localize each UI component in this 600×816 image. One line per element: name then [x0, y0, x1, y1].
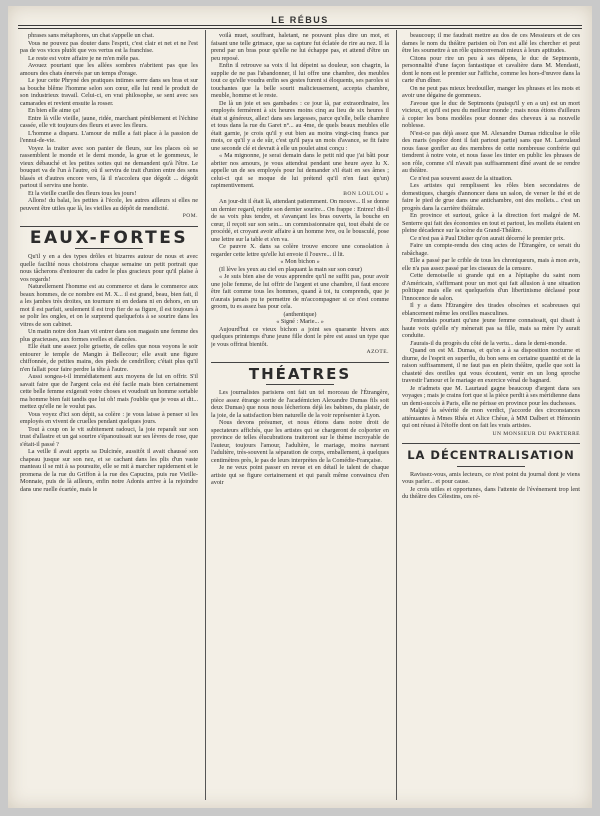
paragraph: « Signé : Marie... »	[276, 318, 324, 325]
paragraph: beaucoup; il me faudrait mettre au dos de ces Messieurs et de ces dames le nom du théâtre parisien où l'on est allé les chercher et peut être les soumettre à un rôle quinconvenait mieux à leurs aptitudes.	[402, 32, 580, 54]
paragraph: Vous voyez d'ici son dépit, sa colère : je vous laisse à penser si les employés en vivent de cruelles pendant quelques jours.	[20, 410, 198, 425]
paragraph: En province et surtout, grâce à la direction fort malgré de M. Senterre qui fait des économies en tout et partout, les mollets étaient en pleine décadence sur la scène du Grand-Théâtre.	[402, 212, 580, 234]
paragraph: Naturellement l'homme est au commerce et dans le commerce aux beaux hommes, de ce nombre est M. X... il est grand, beau, bien fait, il a les jambes très droites, un tournure ni en dedans ni en dehors, en un mot il est parfait, seulement il est trop fier de sa figure, il est toujours à se polir les ongles, et on le surprend quelquefois à se sourire dans les vitres de son cabinet.	[20, 283, 198, 328]
paragraph: Les artistes qui remplissent les rôles bien secondaires de domestiques, chargés d'annoncer dans un salon, de verser le thé et de faire le pied de grue dans une antichambre, ont des mollets... c'est un progrès dans la carrière théâtrale.	[402, 182, 580, 212]
paragraph: Qu'il y en a des types drôles et bizarres autour de nous et avec quelle facilité nous choisirons chaque semaine un petit portrait que nous tâcherons d'entourer du cadre le plus gracieux pour qu'il plaise à vos regards!	[20, 253, 198, 283]
header-rule-thin	[18, 28, 582, 29]
paragraph: Cette demoiselle si grande qui en a l'épitaphe du saint nom d'Américain, s'affirmant pour un mot qui fait allusion à une situation politique mais elle est quelquefois d'un libertinisme déclassé pour l'innocence de salon.	[402, 272, 580, 302]
newspaper-page	[8, 6, 592, 808]
paragraph: phrases sans métaphores, un chat s'appelle un chat.	[28, 32, 155, 39]
article-pom	[20, 32, 198, 221]
paragraph: Enfin il retrouve sa voix il lui dépeint sa douleur, son chagrin, la supplie de ne pas l'abandonner, il lui offre une chambre, des meubles tout ce qu'elle voudra enfin ses gestes furent si éloquents, ses paroles si touchantes que la belle sourit malicieusement, accepta chambre, meuble, homme et le reste.	[211, 62, 389, 99]
article-signature: AZOTE.	[366, 349, 389, 355]
paragraph: An jour-dit il était là, attendant patiemment. On mouve... Il se donne un dernier regard, rejette son dernier sourire... On frappe : Entrez! dit-il de sa voix plus tendre, et s'avançant les bras ouverts, la bouche en cœur, il reçoit sur son sein... un commissionnaire qui, tout ébahi de ce procédé, et croyant avoir affaire à un homme ivre, ou le bousculé, pose une lettre sur la table et s'en va.	[211, 198, 389, 243]
paragraph: Elle était une assez jolie grisette, de celles que nous voyons le soir entourer le temple de Mangin à Bellecour; elle avait une figure chiffonnée, de petites mains, des pieds de cendrillon; c'était plus qu'il n'en fallait pour faire perdre la tête à l'autre.	[20, 343, 198, 373]
article-theatres-continued	[402, 32, 580, 438]
paragraph: « Ma mignonne, je serai demain dans le petit nid que j'ai bâti pour abriter nos amours, je vous attendrai pendant une heure ayez lu X. appelle un de ses employés pour lui demander s'il était en ses âmes ; celui-ci qui se moque de lui prétend qu'il n'en faut qu'un) rapimentivement.	[211, 152, 389, 189]
paragraph: Les journalistes parisiens ont fait un tel morceau de l'Étrangère, pièce assez étrange sortie de l'académicien Alexandre Dumas fils soit deux Dumas) que nous nous lécherions déjà les babines, du plaisir, de la joie, de la satisfaction bien naturelle de la voir représenter à Lyon.	[211, 389, 389, 419]
paragraph: Malgré la sévérité de mon verdict, j'accorde des circonstances atténuantes à Mmes Rhéa et Alice Chéue, à MM Dalbert et Hémonin qui ont réussi à l'étoffe dont on fait les vrais artistes.	[402, 407, 580, 429]
paragraph: Ravissez-vous, amis lecteurs, ce n'est point du journal dont je viens vous parler... et pour cause.	[402, 470, 580, 485]
letter-signature: BON LOULOU »	[343, 190, 389, 197]
paragraph: « Mon bichon »	[280, 258, 320, 265]
paragraph: Je ne veux point passer en revue et en détail le talent de chaque artiste qui se figure certainement et qui paraît même convaincu d'en avoir	[211, 464, 389, 486]
paragraph: (anthentique)	[283, 310, 317, 318]
paragraph: Ce n'est pas souvent assez de la situation.	[410, 174, 513, 182]
paragraph: Aussi songea-t-il immédiatement aux moyens de lui en offrir. S'il savait faire que de l'argent cela est été facile mais bien certainement cette belle femme exigerait votre choses et voudrait un homme sortable ma homme bien fait tandis que lui oh! mais j'oublie que je vous ai dit... mettez qu'elle ne le voulut pas.	[20, 373, 198, 410]
section-rule	[20, 226, 198, 227]
paragraph: Tout à coup on le vit subitement radouci, la joie reparaît sur son trust d'allastre et un gai sourire s'épanouissait sur ses lèvres de rose, que s'était-il passé ?	[20, 425, 198, 448]
paragraph: De là un joie et ses gambades : ce jour là, par extraordinaire, les employés fermèrent à six heures moins cinq au lieu de six heures il était si généreux, allez! dans ses largesses, parce qu'elle, belle chambre et tous dans la rue du Garet n°... au 4me, de quels beaux meubles elle était garnie, je crois qu'il y eut bien au moins vingt-cinq francs par mois, ce qu'il y a de sûr, c'est qu'il paya un mois d'avance, se fit faire une seconde clé et devrait à elle un poulet ainsi conçu :	[211, 99, 389, 152]
paragraph: Je n'admets que M. Laurtaud gagne beaucoup d'argent dans ses voyages ; mais je crains fort que si la pièce perdit à ses méridienne dans un demi-succès à Paris, elle ne périsse en province pour les duchesses.	[402, 384, 580, 407]
paragraph: En bien elle aime ça!	[28, 107, 81, 114]
paragraph: J'avoue que le duc de Septmonts (puisqu'il y en a un) est un mort vicieux, et qu'il est peu du meilleur monde ; mais nous étions d'ailleurs à copier les bons modèles pour donner des cheveux à sa nouvelle noblesse.	[402, 99, 580, 129]
paragraph: Et la vieille cueille des fleurs tous les jours!	[28, 189, 137, 197]
paragraph: Aujourd'hui ce vieux bichon a joint ses quarante hivers aux quelques printemps d'une jeune fille dont le père est aussi un type que je vous offrirai bientôt.	[211, 325, 389, 348]
paragraph: Voyez la traiter avec son panier de fleurs, sur les places où se rassemblent le monde et le demi monde, la grue et le gommeux, le vieux débauché et les petites sottes qui ne demandent qu'à l'être. Le bouquet va de l'un à l'autre, où il servira de trait d'union entre des sens blasés et d'autres encore vers, là il n'accolera que dégoût ... dégoût partout il servira une honte.	[20, 144, 198, 189]
article-decentralisation	[402, 471, 580, 501]
running-head-title: LE RÉBUS	[271, 15, 329, 25]
paragraph: Ce n'est pas à Paul Didier qu'on aurait décerné le premier prix.	[410, 234, 565, 242]
paragraph: Ce pauvre X. dans sa colère trouve encore une consolation à regarder cette lettre qu'elle lui envoie il l'ouvre... il lit.	[211, 243, 389, 258]
paragraph: Le reste est votre affaire je ne m'en mêle pas.	[28, 54, 140, 62]
paragraph: voilà muet, souffrant, haletant, ne pouvant plus dire un mot, et faisant une telle grimace, que sa capture fut éclatée de rire au nez. Il la prend par un bras pour qu'elle ne lui échappe pas, et attend d'être un peu reposé.	[211, 32, 389, 62]
section-heading-eaux-fortes: EAUX-FORTES	[29, 227, 189, 248]
paragraph: Vous ne pouvez pas douter dans l'esprit, c'est clair et net et ne l'est pas de vos vices plutôt que vos vertus est la franchise.	[20, 39, 198, 54]
header-rule	[18, 25, 582, 26]
column-2	[211, 32, 389, 802]
paragraph: N'est-ce pas déjà assez que M. Alexandre Dumas ridiculise le rôle des maris (espèce dont il fait partout partie) sans que M. Laroulaud nous fasse gonfler au des membres de cette nombreuse confrérie qui tiendrent à notre vote, et nous fasse les tinter en public les phrases de son rôle, comme s'il n'avait pas suffisamment dîné avant de se rendre au théâtre.	[402, 129, 580, 174]
paragraph: Il y a dans l'Étrangère des tirades obscènes et scabreuses qui eblancement même les oreilles masculines.	[402, 302, 580, 317]
column-separator	[205, 30, 206, 800]
heading-underline	[75, 248, 143, 249]
paragraph: Citons pour rire un peu à ses dépens, le duc de Septmonts, personnalité d'une façon fantastique et cavalière dans M. Mendasti, dont le nom est le premier sur l'affiche, comme les hors-d'œuvre dans la carte d'un dîner.	[402, 54, 580, 84]
paragraph: Le jour cette Phryné des pratiques intimes serre dans ses bras et sur sa bouche blême l'homme selon son cœur, elle lui rend le produit de son industrieux travail. Celui-ci, en vrai philosophe, se sent avec ses camarades et revient ensuite la rosser.	[20, 77, 198, 107]
article-eaux-fortes	[20, 253, 198, 493]
column-separator	[396, 30, 397, 800]
paragraph: Elle a passé par le crible de tous les chroniqueurs, mais à mon avis, elle n'a pas assez passé par les ciseaux de la censure.	[402, 257, 580, 272]
paragraph: On ne peut pas mieux bredouiller, manger les phrases et les mots et avoir une dégaine de gommeux.	[402, 84, 580, 99]
heading-underline	[266, 384, 334, 385]
section-heading-theatres: THÉATRES	[248, 364, 352, 383]
paragraph: Allons! du balai, les petites à l'école, les autres ailleurs si elles ne peuvent être utiles que là, les vieilles au dépôt de mendicité.	[20, 197, 198, 212]
running-head	[8, 10, 592, 24]
section-rule	[211, 362, 389, 363]
section-heading-decentralisation: LA DÉCENTRALISATION	[407, 448, 575, 462]
paragraph: Avouez pourtant que les allées sombres n'abritent pas que les amours des chats énervés par un temps d'orage.	[20, 62, 198, 77]
article-signature: POM.	[182, 213, 198, 219]
section-rule	[402, 443, 580, 444]
paragraph: Entre là ville vieille, jaune, ridée, marchant péniblement et l'échine cassée, elle vit toujours des fleurs et avec les fleurs.	[20, 114, 198, 129]
paragraph: Je crois utiles et opportunes, dans l'attente de l'événement trop lent du théâtre des Célestins, ces ré-	[402, 485, 580, 500]
paragraph: Nous devons présumer, et nous étions dans notre droit de spectateurs affichés, que les artistes qui se chargeront de colporter en province de telles élucubrations traiteront sur le thème incroyable de l'auteur, toujours l'amour, l'adultère, le mariage, moins navrant l'adultère, très-souvent la séparation de corps, emballement, à quelques centimètres près, le pas de leurs interprètes de la Comédie-Française.	[211, 419, 389, 464]
column-3	[402, 32, 580, 802]
paragraph: La veille il avait appris sa Dulcinée, aussitôt il avait chaussé son chapeau jusque sur son nez, et se cachant dans les plis d'un vaste manteau il se mit à sa poursuite, elle se mit à marcher rapidement et le promena de la rue du Griffon à la rue des Capucins, puis rue Vieille-Monnaie, puis de là ailleurs, enfin notre Adonis arrive à la rejoindre dans une ruelle écartée, mais le	[20, 448, 198, 493]
paragraph: J'aurais-il du progrès du côté de la vertu... dans le demi-monde.	[410, 339, 567, 347]
heading-underline	[457, 466, 525, 467]
paragraph: L'homme a disparu. L'amour de mille a fait place à la passion de l'ennui-de-vie.	[20, 129, 198, 144]
paragraph: J'entendais pourtant qu'une jeune femme connaissait, qui disait à haute voix qu'elle n'y mènerait pas sa fille, mais sa mère l'y aurait conduite.	[402, 317, 580, 339]
paragraph: (Il lève les yeux au ciel en plaquant la main sur son cœur)	[219, 265, 362, 273]
paragraph: Quand on est M. Dumas, et qu'on a à sa disposition nocturne et diurne, de l'esprit en superflu, du bon sens en certaine quantité et de la raison suffisamment, il ne faut pas en plein théâtre, quelle que soit la chasteté des oreilles qui vous écoutent, venir en un long sproche travestir l'amour et le mariage en exercice vénal de bagnard.	[402, 347, 580, 384]
column-1	[20, 32, 198, 802]
article-eaux-fortes-continued	[211, 32, 389, 357]
article-theatres	[211, 389, 389, 487]
article-signature: UN MONSIEUR DU PARTERRE	[492, 430, 580, 437]
paragraph: « Je suis bien aise de vous apprendre qu'il ne suffit pas, pour avoir une jolie femme, de lui offrir de l'argent et une chambre, il faut encore être fait comme tous les hommes, quand à toi, tu comprends, que je n'aurais jamais pu te permettre de m'accompagner si ce n'est comme groom, tu es assez bas pour cela.	[211, 273, 389, 310]
paragraph: Un matin notre don Juan vit entrer dans son magasin une femme des plus gracieuses, aux formes svelles et élancées.	[20, 328, 198, 343]
paragraph: Faire un compte-rendu des cinq actes de l'Étrangère, ce serait du rabâchage.	[402, 242, 580, 257]
